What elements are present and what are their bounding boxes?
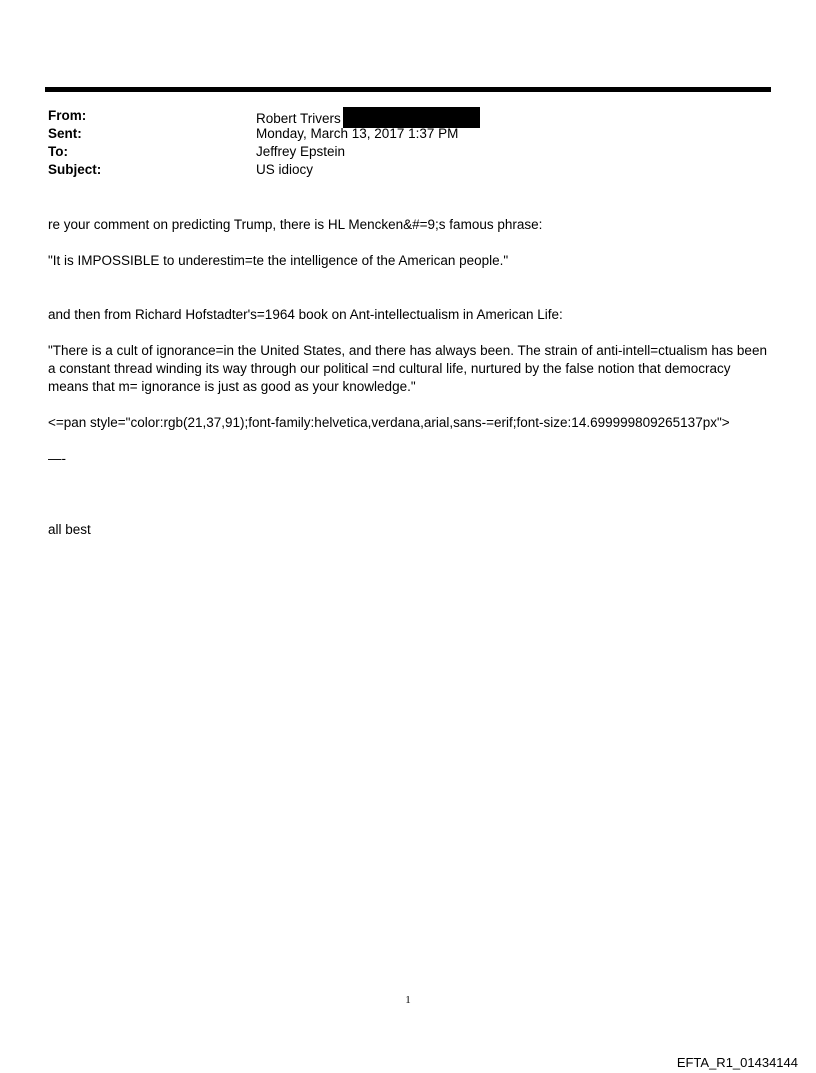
from-label: From: bbox=[48, 108, 87, 123]
header-divider bbox=[45, 87, 771, 92]
to-label: To: bbox=[48, 144, 68, 159]
body-paragraph-2: "It is IMPOSSIBLE to underestim=te the intelligence of the American people." bbox=[48, 253, 509, 268]
body-paragraph-6: —- bbox=[48, 451, 66, 466]
sent-value: Monday, March 13, 2017 1:37 PM bbox=[256, 126, 459, 141]
body-paragraph-5: <=pan style="color:rgb(21,37,91);font-family:helvetica,verdana,arial,sans-=erif;font-size:14.699999809265137px"> bbox=[48, 415, 730, 430]
body-paragraph-4: "There is a cult of ignorance=in the United States, and there has always been. The strain of anti-intell=ctualism has been a constant thread winding its way through our political =nd cultural life, nurtured by the false notion that democracy means that m= ignorance is just as good as your knowledge." bbox=[48, 343, 771, 394]
subject-row bbox=[48, 161, 748, 179]
body-paragraph-7: all best bbox=[48, 522, 91, 537]
email-header bbox=[48, 107, 748, 179]
body-paragraph-1: re your comment on predicting Trump, there is HL Mencken&#=9;s famous phrase: bbox=[48, 217, 543, 232]
from-row bbox=[48, 107, 748, 125]
body-paragraph-3: and then from Richard Hofstadter's=1964 book on Ant-intellectualism in American Life: bbox=[48, 307, 563, 322]
to-row bbox=[48, 143, 748, 161]
from-name: Robert Trivers bbox=[256, 111, 341, 126]
sent-label: Sent: bbox=[48, 126, 82, 141]
subject-label: Subject: bbox=[48, 162, 102, 177]
document-id: EFTA_R1_01434144 bbox=[676, 1055, 798, 1070]
page-number: 1 bbox=[405, 994, 411, 1006]
to-value: Jeffrey Epstein bbox=[256, 144, 346, 159]
subject-value: US idiocy bbox=[256, 162, 314, 177]
sent-row bbox=[48, 125, 748, 143]
from-value bbox=[256, 107, 480, 125]
